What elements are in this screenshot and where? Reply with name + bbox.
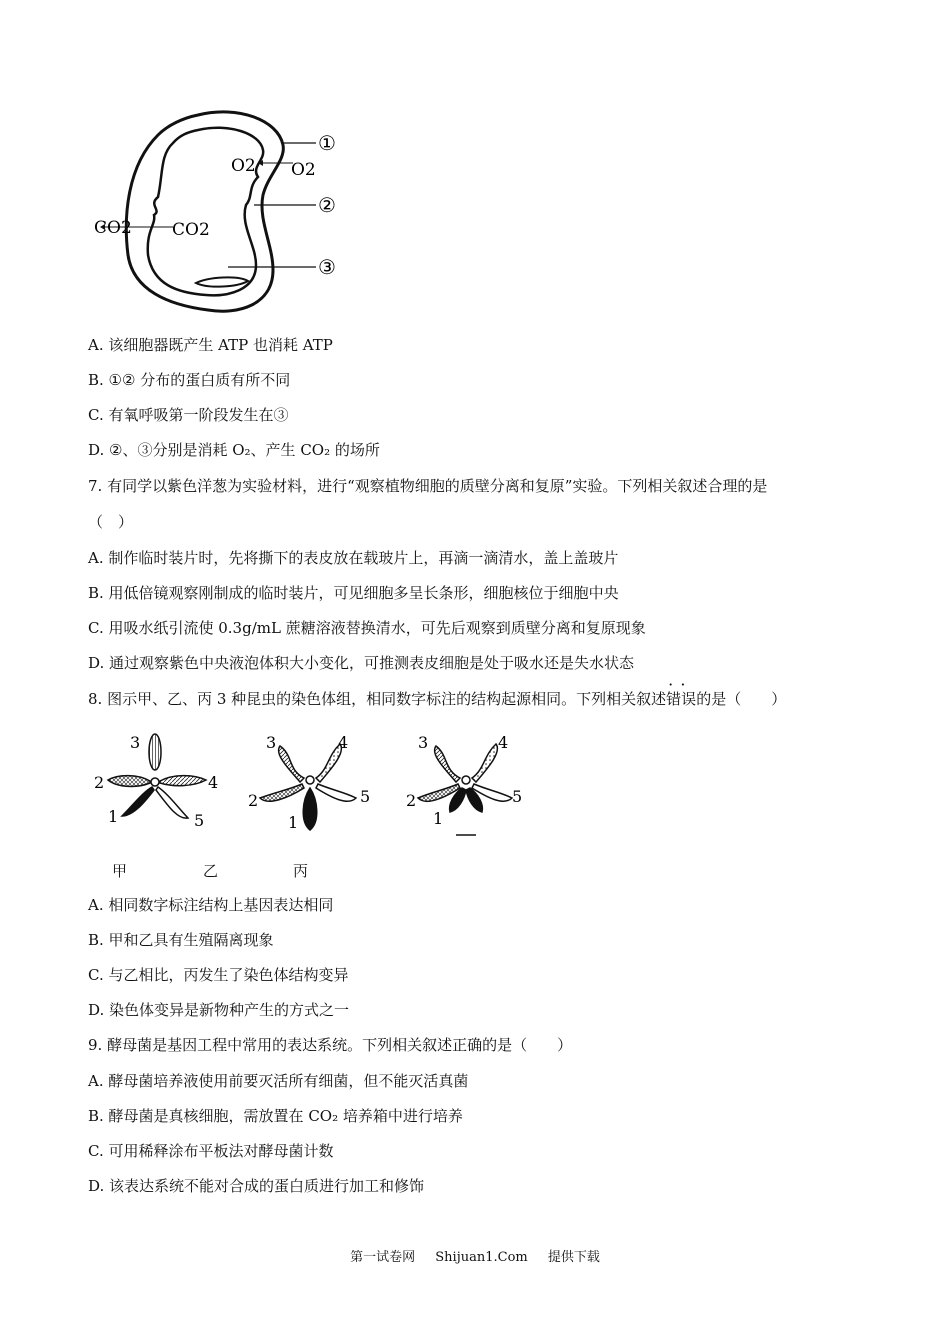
marker-3: ③ [318,255,336,279]
bing-num-3: 3 [418,733,429,752]
q7-option-d: D. 通过观察紫色中央液泡体积大小变化，可推测表皮细胞是处于吸水还是失水状态 [88,654,635,672]
q7-bracket: （ ） [88,513,134,531]
q6-option-a: A. 该细胞器既产生 ATP 也消耗 ATP [88,336,333,354]
mitochondrion-figure [88,105,388,325]
q8-stem-emphasis: · · 错误 [666,689,696,709]
q6-option-b: B. ①② 分布的蛋白质有所不同 [88,371,291,389]
jia-num-1: 1 [108,807,119,826]
q8-option-d: D. 染色体变异是新物种产生的方式之一 [88,1001,350,1019]
q8-stem-before: 8. 图示甲、乙、丙 3 种昆虫的染色体组，相同数字标注的结构起源相同。下列相关叙述 [88,690,667,708]
q6-option-d: D. ②、③分别是消耗 O₂、产生 CO₂ 的场所 [88,441,380,459]
yi-num-5: 5 [360,787,371,806]
co2-inner-label: CO2 [172,220,210,240]
q8-option-b: B. 甲和乙具有生殖隔离现象 [88,931,274,949]
q6-option-c: C. 有氧呼吸第一阶段发生在③ [88,406,289,424]
bing-num-2: 2 [406,791,417,810]
q8-option-c: C. 与乙相比，丙发生了染色体结构变异 [88,966,349,984]
chromosome-figure [88,730,538,840]
bing-num-5: 5 [512,787,523,806]
q9-option-c: C. 可用稀释涂布平板法对酵母菌计数 [88,1142,334,1160]
fig-label-bing: 丙 [293,862,309,880]
q8-stem [88,689,786,709]
q7-option-a: A. 制作临时装片时，先将撕下的表皮放在载玻片上，再滴一滴清水，盖上盖玻片 [88,549,619,567]
yi-num-2: 2 [248,791,259,810]
footer-site-en[interactable]: Shijuan1.Com [435,1250,528,1265]
q9-option-a: A. 酵母菌培养液使用前要灭活所有细菌，但不能灭活真菌 [88,1072,469,1090]
marker-2: ② [318,193,336,217]
q9-option-b: B. 酵母菌是真核细胞，需放置在 CO₂ 培养箱中进行培养 [88,1107,463,1125]
jia-num-3: 3 [130,733,141,752]
yi-num-1: 1 [288,813,299,832]
footer-site-cn: 第一试卷网 [350,1250,416,1265]
fig-label-yi: 乙 [203,862,219,880]
marker-1: ① [318,131,336,155]
q9-option-d: D. 该表达系统不能对合成的蛋白质进行加工和修饰 [88,1177,425,1195]
yi-num-4: 4 [338,733,349,752]
q9-stem: 9. 酵母菌是基因工程中常用的表达系统。下列相关叙述正确的是（ ） [88,1036,573,1054]
o2-outer-label: O2 [291,160,316,180]
q8-option-a: A. 相同数字标注结构上基因表达相同 [88,896,334,914]
yi-num-3: 3 [266,733,277,752]
chromosome-set-yi [248,733,370,832]
footer-note: 提供下载 [547,1250,600,1265]
bing-num-4: 4 [498,733,509,752]
co2-outer-label: CO2 [94,218,132,238]
jia-num-2: 2 [94,773,105,792]
o2-inner-label: O2 [231,156,256,176]
fig-label-jia: 甲 [112,862,128,880]
q7-stem: 7. 有同学以紫色洋葱为实验材料，进行“观察植物细胞的质壁分离和复原”实验。下列相关叙述合理的是 [88,477,768,495]
chromosome-set-bing [406,733,522,835]
page-footer [0,1246,950,1265]
bing-num-1: 1 [433,809,444,828]
jia-num-5: 5 [194,811,205,830]
jia-num-4: 4 [208,773,219,792]
q8-stem-after: 的是（ ） [696,690,787,708]
q7-option-b: B. 用低倍镜观察刚制成的临时装片，可见细胞多呈长条形，细胞核位于细胞中央 [88,584,619,602]
q7-option-c: C. 用吸水纸引流使 0.3g/mL 蔗糖溶液替换清水，可先后观察到质壁分离和复原现象 [88,619,646,637]
chromosome-set-jia [94,733,218,830]
